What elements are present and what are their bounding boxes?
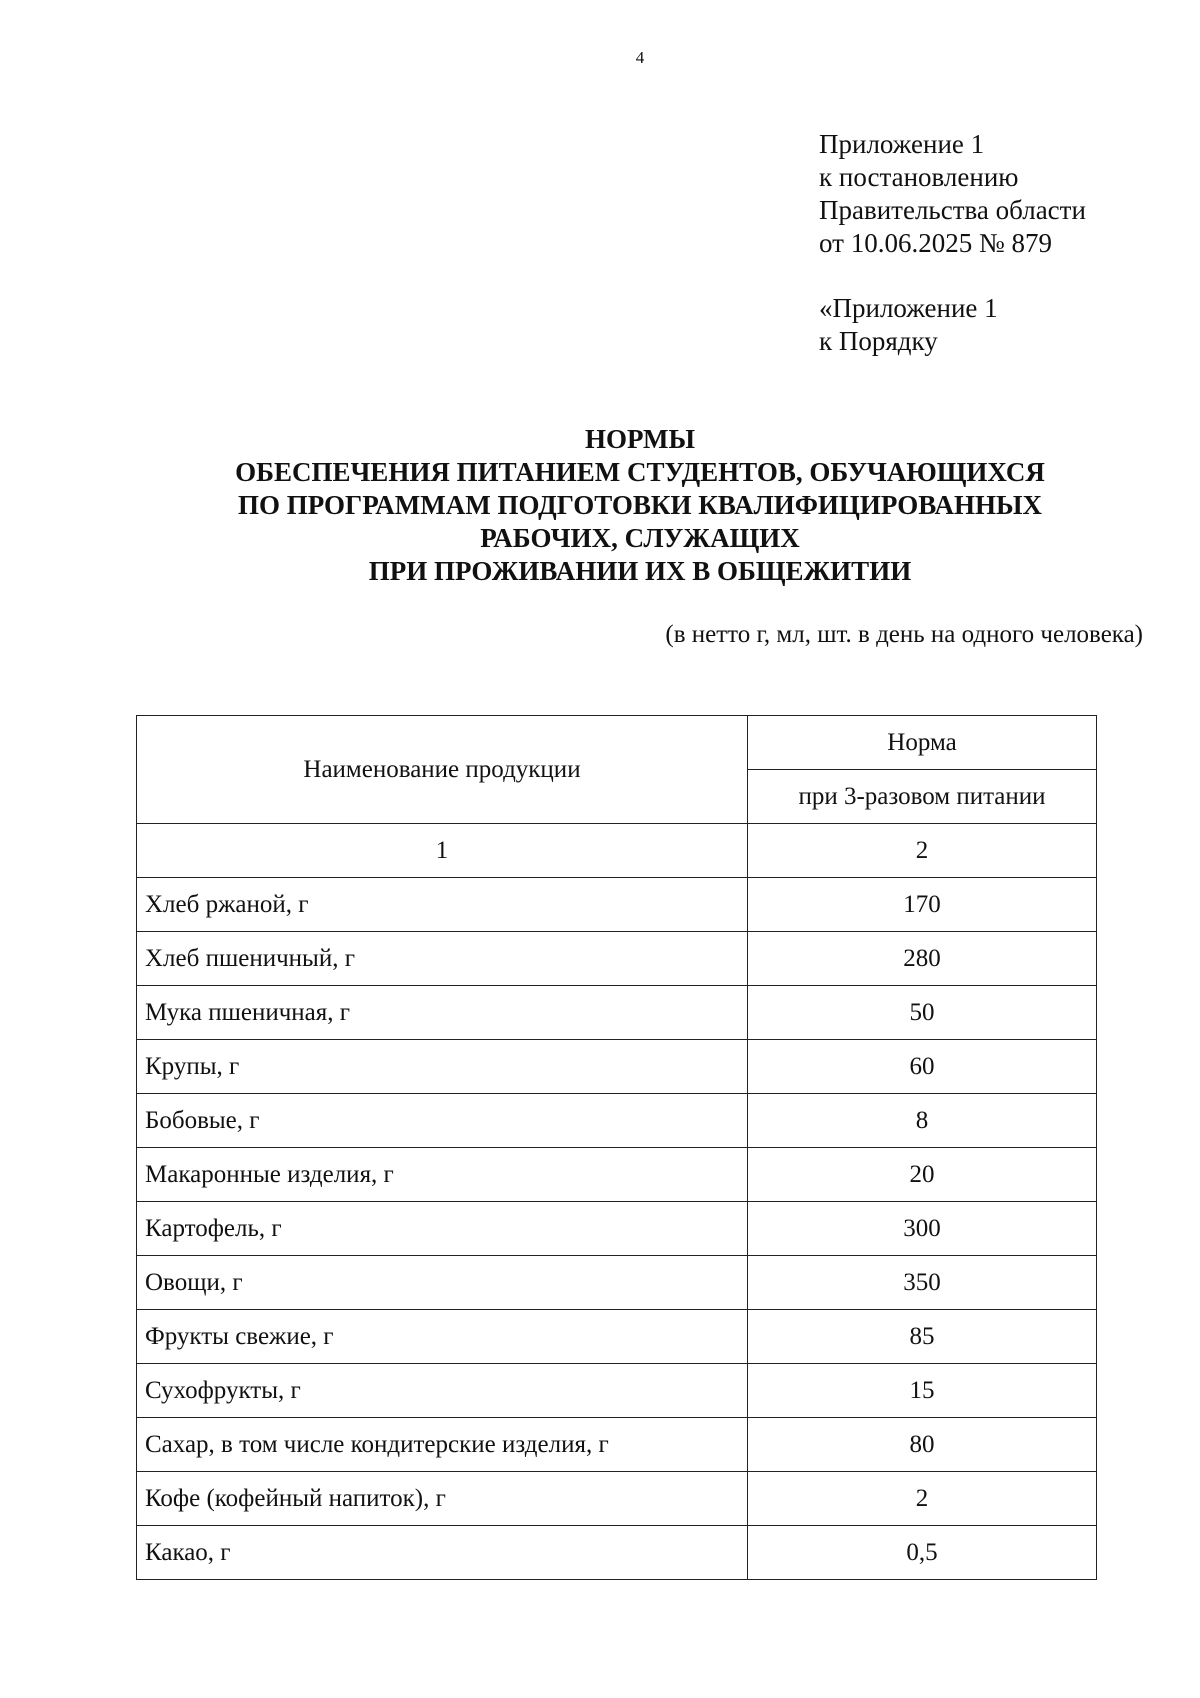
norm-value: 80 — [748, 1418, 1097, 1472]
norm-value: 50 — [748, 986, 1097, 1040]
table-row — [137, 1040, 1097, 1094]
product-name: Фрукты свежие, г — [137, 1310, 748, 1364]
table-row — [137, 1202, 1097, 1256]
appendix-spacer — [819, 260, 1086, 292]
table-row — [137, 1472, 1097, 1526]
norm-value: 350 — [748, 1256, 1097, 1310]
title-line: РАБОЧИХ, СЛУЖАЩИХ — [480, 523, 800, 553]
product-name: Картофель, г — [137, 1202, 748, 1256]
norms-table — [136, 715, 1097, 1580]
table-row — [137, 1310, 1097, 1364]
norm-value: 8 — [748, 1094, 1097, 1148]
norm-value: 2 — [748, 1472, 1097, 1526]
header-norm-sub: при 3-разовом питании — [748, 770, 1097, 824]
appendix-block — [819, 128, 1086, 358]
table-row — [137, 1148, 1097, 1202]
product-name: Кофе (кофейный напиток), г — [137, 1472, 748, 1526]
page-number: 4 — [635, 48, 645, 67]
title-line: ПРИ ПРОЖИВАНИИ ИХ В ОБЩЕЖИТИИ — [368, 556, 912, 586]
column-number: 2 — [748, 824, 1097, 878]
product-name: Мука пшеничная, г — [137, 986, 748, 1040]
appendix-line: от 10.06.2025 № 879 — [819, 228, 1052, 258]
table-row — [137, 1364, 1097, 1418]
document-title — [190, 423, 1090, 588]
appendix-line: к постановлению — [819, 162, 1019, 192]
norm-value: 300 — [748, 1202, 1097, 1256]
table-row — [137, 932, 1097, 986]
product-name: Сухофрукты, г — [137, 1364, 748, 1418]
product-name: Хлеб пшеничный, г — [137, 932, 748, 986]
title-line: ПО ПРОГРАММАМ ПОДГОТОВКИ КВАЛИФИЦИРОВАННЫХ — [237, 490, 1043, 520]
norm-value: 15 — [748, 1364, 1097, 1418]
appendix-line: Приложение 1 — [819, 129, 985, 159]
table-row — [137, 1256, 1097, 1310]
product-name: Овощи, г — [137, 1256, 748, 1310]
table-row — [137, 878, 1097, 932]
appendix-line: Правительства области — [819, 195, 1086, 225]
norm-value: 280 — [748, 932, 1097, 986]
product-name: Крупы, г — [137, 1040, 748, 1094]
title-line: НОРМЫ — [585, 424, 695, 454]
table-header-row — [137, 716, 1097, 770]
norm-value: 170 — [748, 878, 1097, 932]
column-number-row — [137, 824, 1097, 878]
norm-value: 85 — [748, 1310, 1097, 1364]
norm-value: 0,5 — [748, 1526, 1097, 1580]
table-row — [137, 986, 1097, 1040]
table-row — [137, 1418, 1097, 1472]
norm-value: 60 — [748, 1040, 1097, 1094]
units-note: (в нетто г, мл, шт. в день на одного человека) — [665, 621, 1143, 648]
appendix-quoted-line: к Порядку — [819, 326, 938, 356]
header-product-name: Наименование продукции — [137, 716, 748, 824]
header-norm: Норма — [748, 716, 1097, 770]
title-line: ОБЕСПЕЧЕНИЯ ПИТАНИЕМ СТУДЕНТОВ, ОБУЧАЮЩИХСЯ — [235, 457, 1045, 487]
table-row — [137, 1526, 1097, 1580]
product-name: Макаронные изделия, г — [137, 1148, 748, 1202]
table-row — [137, 1094, 1097, 1148]
column-number: 1 — [137, 824, 748, 878]
product-name: Бобовые, г — [137, 1094, 748, 1148]
product-name: Хлеб ржаной, г — [137, 878, 748, 932]
product-name: Сахар, в том числе кондитерские изделия, г — [137, 1418, 748, 1472]
product-name: Какао, г — [137, 1526, 748, 1580]
appendix-quoted-line: «Приложение 1 — [819, 293, 998, 323]
norm-value: 20 — [748, 1148, 1097, 1202]
